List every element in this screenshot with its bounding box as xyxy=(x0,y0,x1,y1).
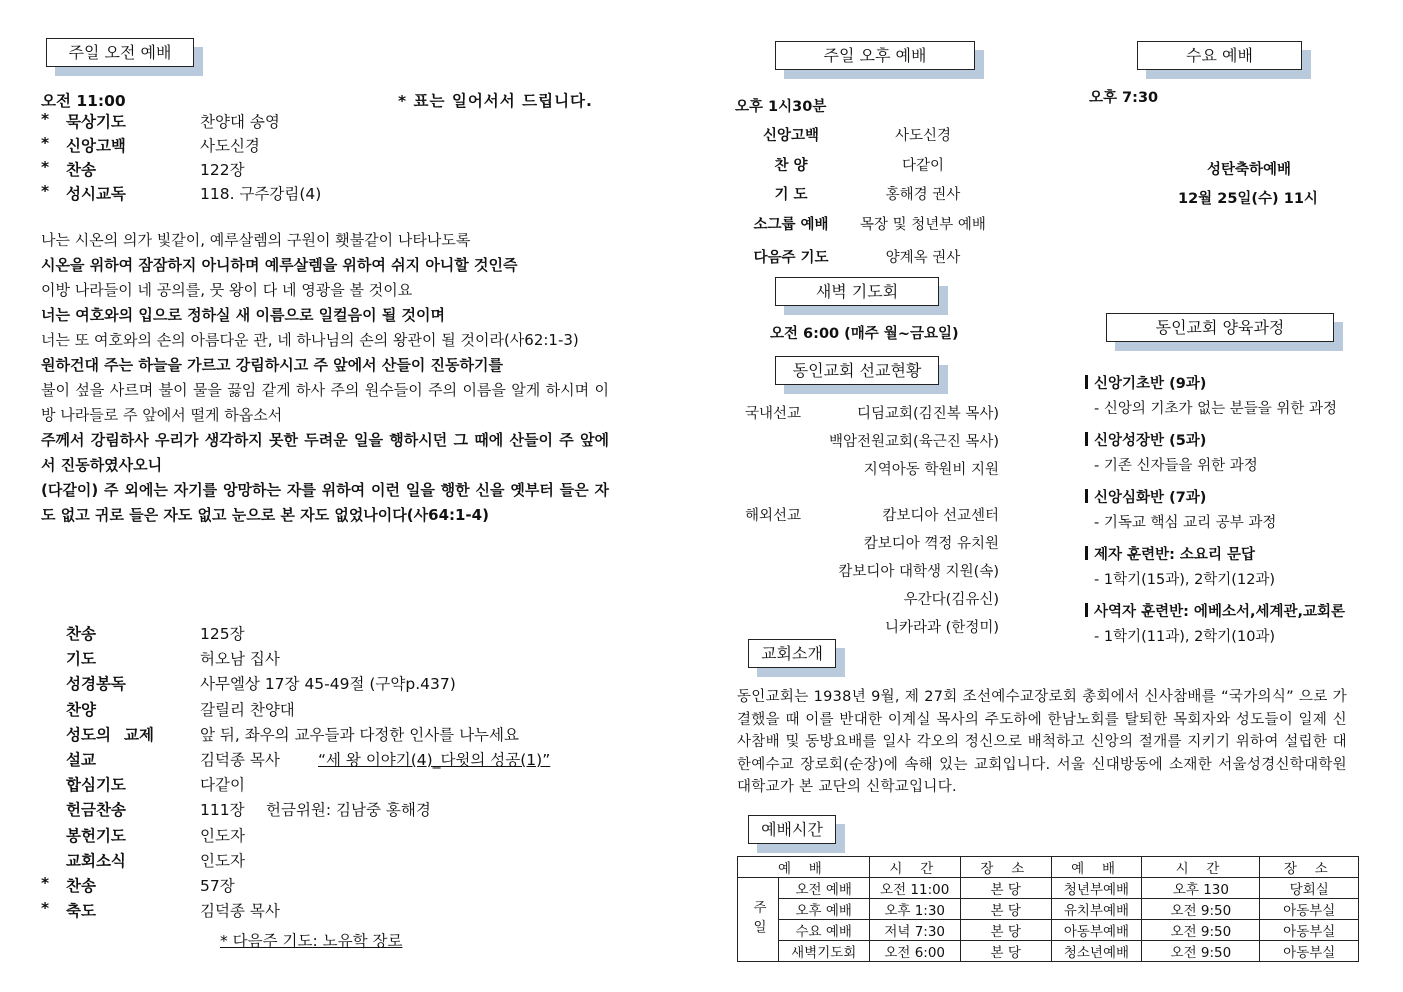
overseas-mission-item: 캄보디아 선교센터 xyxy=(882,508,999,524)
scripture-verse: 너는 여호와의 입으로 정하실 새 이름으로 일컬음이 될 것이며 xyxy=(41,306,446,324)
course-desc: - 1학기(15과), 2학기(12과) xyxy=(1094,572,1276,588)
afternoon-item-label: 신앙고백 xyxy=(762,128,820,144)
dawn-prayer-time: 오전 6:00 (매주 월~금요일) xyxy=(770,326,959,342)
order-label: 헌금찬송 xyxy=(66,801,126,820)
scripture-verse: 불이 섶을 사르며 불이 물을 끓임 같게 하사 주의 원수들이 주의 이름을 알게 하시며 이방 나라들로 주 앞에서 떨게 하옵소서 xyxy=(41,381,609,424)
order-value: 57장 xyxy=(200,877,235,895)
schedule-cell: 아동부실 xyxy=(1260,920,1359,941)
scripture-verse: 주께서 강림하사 우리가 생각하지 못한 두려운 일을 행하시던 그 때에 산들이 주 앞에서 진동하였사오니 xyxy=(41,431,609,474)
afternoon-item-value: 홍해경 권사 xyxy=(885,187,961,203)
afternoon-item-value: 양계옥 권사 xyxy=(885,250,961,266)
order-value: 인도자 xyxy=(200,826,245,845)
morning-time: 오전 11:00 xyxy=(41,92,126,110)
table-row xyxy=(738,878,1359,899)
order-mark: * xyxy=(41,158,50,176)
wednesday-service-title: 수요 예배 xyxy=(1137,41,1302,70)
order-label: 성경봉독 xyxy=(66,675,126,694)
table-row xyxy=(738,899,1359,920)
schedule-cell: 오전 예배 xyxy=(779,878,870,899)
schedule-cell: 오전 9:50 xyxy=(1142,899,1260,920)
schedule-header-cell: 시 간 xyxy=(1142,857,1260,878)
schedule-cell: 아동부실 xyxy=(1260,941,1359,962)
course-name: 신앙기초반 (9과) xyxy=(1094,376,1207,392)
intro-title: 교회소개 xyxy=(748,639,836,668)
order-value: 갈릴리 찬양대 xyxy=(200,700,295,719)
order-value: 인도자 xyxy=(200,851,245,870)
next-week-prayer: * 다음주 기도: 노유학 장로 xyxy=(220,932,403,950)
order-value: 찬양대 송영 xyxy=(200,113,280,131)
scripture-text xyxy=(41,228,609,528)
table-row xyxy=(738,920,1359,941)
schedule-cell: 본 당 xyxy=(960,920,1051,941)
course-desc: - 1학기(11과), 2학기(10과) xyxy=(1094,629,1276,645)
mission-title: 동인교회 선교현황 xyxy=(775,356,939,385)
afternoon-item-value: 사도신경 xyxy=(894,128,952,144)
course-name: 신앙성장반 (5과) xyxy=(1094,433,1207,449)
schedule-header-cell: 예 배 xyxy=(1051,857,1142,878)
course-name: 신앙심화반 (7과) xyxy=(1094,490,1207,506)
afternoon-item-value: 목장 및 청년부 예배 xyxy=(860,217,986,233)
overseas-mission-item: 캄보디아 껵정 유치원 xyxy=(863,536,999,552)
schedule-cell: 본 당 xyxy=(960,899,1051,920)
course-bullet xyxy=(1085,603,1088,617)
order-mark: * xyxy=(41,874,50,892)
order-value: 허오남 집사 xyxy=(200,650,280,669)
schedule-table xyxy=(737,856,1359,962)
course-bullet xyxy=(1085,375,1088,389)
order-value: 김덕종 목사 xyxy=(200,902,280,921)
domestic-mission-item: 디딤교회(김진복 목사) xyxy=(857,406,999,422)
scripture-verse: 시온을 위하여 잠잠하지 아니하며 예루살렘을 위하여 쉬지 아니할 것인즉 xyxy=(41,256,518,274)
schedule-header-cell: 장 소 xyxy=(1260,857,1359,878)
order-extra: “세 왕 이야기(4)_다윗의 성공(1)” xyxy=(318,751,551,769)
schedule-title: 예배시간 xyxy=(748,815,836,844)
afternoon-item-label: 소그룹 예배 xyxy=(753,217,829,233)
schedule-header-cell: 예 배 xyxy=(738,857,870,878)
course-bullet xyxy=(1085,432,1088,446)
order-value: 앞 뒤, 좌우의 교우들과 다정한 인사를 나누세요 xyxy=(200,725,519,744)
afternoon-item-label: 다음주 기도 xyxy=(753,250,829,266)
afternoon-item-label: 찬 양 xyxy=(774,158,808,174)
schedule-cell: 유치부예배 xyxy=(1051,899,1142,920)
schedule-cell: 청년부예배 xyxy=(1051,878,1142,899)
order-value: 사도신경 xyxy=(200,137,260,155)
course-name: 제자 훈련반: 소요리 문답 xyxy=(1094,547,1256,563)
schedule-cell: 아동부예배 xyxy=(1051,920,1142,941)
order-label: 찬송 xyxy=(66,161,96,179)
scripture-verse: 너는 또 여호와의 손의 아름다운 관, 네 하나님의 손의 왕관이 될 것이라(사62:1-3) xyxy=(41,331,579,349)
afternoon-service-title: 주일 오후 예배 xyxy=(775,41,975,70)
scripture-verse: (다같이) 주 외에는 자기를 앙망하는 자를 위하여 이런 일을 행한 신을 옛부터 들은 자도 없고 귀로 들은 자도 없고 눈으로 본 자도 없었나이다(사64:1-4) xyxy=(41,481,609,524)
order-value: 다같이 xyxy=(200,776,245,795)
schedule-cell: 오후 1:30 xyxy=(869,899,960,920)
order-mark: * xyxy=(41,899,50,918)
domestic-mission-label: 국내선교 xyxy=(745,406,802,422)
order-extra: 헌금위원: 김남중 홍해경 xyxy=(266,801,431,820)
course-desc: - 기독교 핵심 교리 공부 과정 xyxy=(1094,515,1277,531)
order-label: 찬송 xyxy=(66,625,96,643)
schedule-cell: 오전 9:50 xyxy=(1142,920,1260,941)
overseas-mission-item: 캄보디아 대학생 지원(속) xyxy=(838,564,999,580)
order-value: 122장 xyxy=(200,161,245,179)
schedule-header-cell: 장 소 xyxy=(960,857,1051,878)
schedule-cell: 오전 9:50 xyxy=(1142,941,1260,962)
overseas-mission-item: 니카라과 (한정미) xyxy=(885,620,999,636)
course-bullet xyxy=(1085,546,1088,560)
order-mark: * xyxy=(41,182,50,200)
christmas-service-title: 성탄축하예배 xyxy=(1207,162,1292,178)
schedule-cell: 본 당 xyxy=(960,941,1051,962)
training-title: 동인교회 양육과정 xyxy=(1106,313,1334,342)
afternoon-item-value: 다같이 xyxy=(901,158,945,174)
schedule-cell: 본 당 xyxy=(960,878,1051,899)
order-value: 118. 구주강림(4) xyxy=(200,185,322,203)
order-value: 사무엘상 17장 45-49절 (구약p.437) xyxy=(200,675,456,694)
order-label: 합심기도 xyxy=(66,776,126,795)
schedule-cell: 아동부실 xyxy=(1260,899,1359,920)
order-label: 설교 xyxy=(66,751,96,769)
course-desc: - 기존 신자들을 위한 과정 xyxy=(1094,458,1258,474)
overseas-mission-item: 우간다(김유신) xyxy=(903,592,999,608)
schedule-cell: 저녁 7:30 xyxy=(869,920,960,941)
wednesday-time: 오후 7:30 xyxy=(1089,90,1159,106)
order-value: 125장 xyxy=(200,625,245,643)
table-row xyxy=(738,941,1359,962)
schedule-cell: 수요 예배 xyxy=(779,920,870,941)
christmas-service-date: 12월 25일(수) 11시 xyxy=(1178,191,1318,207)
intro-text: 동인교회는 1938년 9월, 제 27회 조선예수교장로회 총회에서 신사참배를 “국가의식” 으로 가결했을 때 이를 반대한 이계실 목사의 주도하에 한남노회를 탈퇴한 목회자와 성도들이 일제 신사참배 및 동방요배를 일사 각오의 정신으로 배척하고 신앙의 절개를 지키기 위하여 설립한 대한예수교 장로회(순장)에 속해 있는 교회입니다. 서울 신대방동에 소재한 서울성경신학대학원대학교가 본 교단의 신학교입니다. xyxy=(737,689,1347,795)
schedule-cell: 오후 130 xyxy=(1142,878,1260,899)
order-label: 신앙고백 xyxy=(66,137,126,155)
order-label: 찬양 xyxy=(66,700,96,719)
overseas-mission-label: 해외선교 xyxy=(745,508,802,524)
order-label: 성도의 교제 xyxy=(66,725,154,744)
afternoon-time: 오후 1시30분 xyxy=(735,99,827,115)
order-label: 봉헌기도 xyxy=(66,826,126,845)
morning-service-title: 주일 오전 예배 xyxy=(46,38,194,67)
scripture-verse: 나는 시온의 의가 빛같이, 예루살렘의 구원이 횃불같이 나타나도록 xyxy=(41,231,471,249)
order-mark: * xyxy=(41,134,50,152)
schedule-cell: 새벽기도회 xyxy=(779,941,870,962)
course-desc: - 신앙의 기초가 없는 분들을 위한 과정 xyxy=(1094,401,1337,417)
schedule-side-label: 주일 xyxy=(738,878,779,962)
dawn-prayer-title: 새벽 기도회 xyxy=(775,277,939,306)
course-bullet xyxy=(1085,489,1088,503)
afternoon-item-label: 기 도 xyxy=(774,187,808,203)
order-label: 성시교독 xyxy=(66,185,126,203)
order-mark: * xyxy=(41,110,50,128)
course-name: 사역자 훈련반: 에베소서,세계관,교회론 xyxy=(1094,604,1346,620)
order-value: 111장 xyxy=(200,801,245,820)
order-label: 찬송 xyxy=(66,877,96,895)
order-label: 교회소식 xyxy=(66,851,126,870)
schedule-cell: 청소년예배 xyxy=(1051,941,1142,962)
standing-note: * 표는 일어서서 드립니다. xyxy=(398,92,593,110)
scripture-verse: 이방 나라들이 네 공의를, 뭇 왕이 다 네 영광을 볼 것이요 xyxy=(41,281,413,299)
order-value: 김덕종 목사 xyxy=(200,751,280,769)
order-label: 기도 xyxy=(66,650,96,669)
schedule-cell: 오후 예배 xyxy=(779,899,870,920)
domestic-mission-item: 지역아동 학원비 지원 xyxy=(863,462,999,478)
schedule-cell: 오전 6:00 xyxy=(869,941,960,962)
domestic-mission-item: 백암전원교회(육근진 목사) xyxy=(829,434,999,450)
order-label: 축도 xyxy=(66,902,96,921)
scripture-verse: 원하건대 주는 하늘을 가르고 강림하시고 주 앞에서 산들이 진동하기를 xyxy=(41,356,503,374)
schedule-cell: 당회실 xyxy=(1260,878,1359,899)
schedule-cell: 오전 11:00 xyxy=(869,878,960,899)
schedule-header-cell: 시 간 xyxy=(869,857,960,878)
order-label: 묵상기도 xyxy=(66,113,126,131)
